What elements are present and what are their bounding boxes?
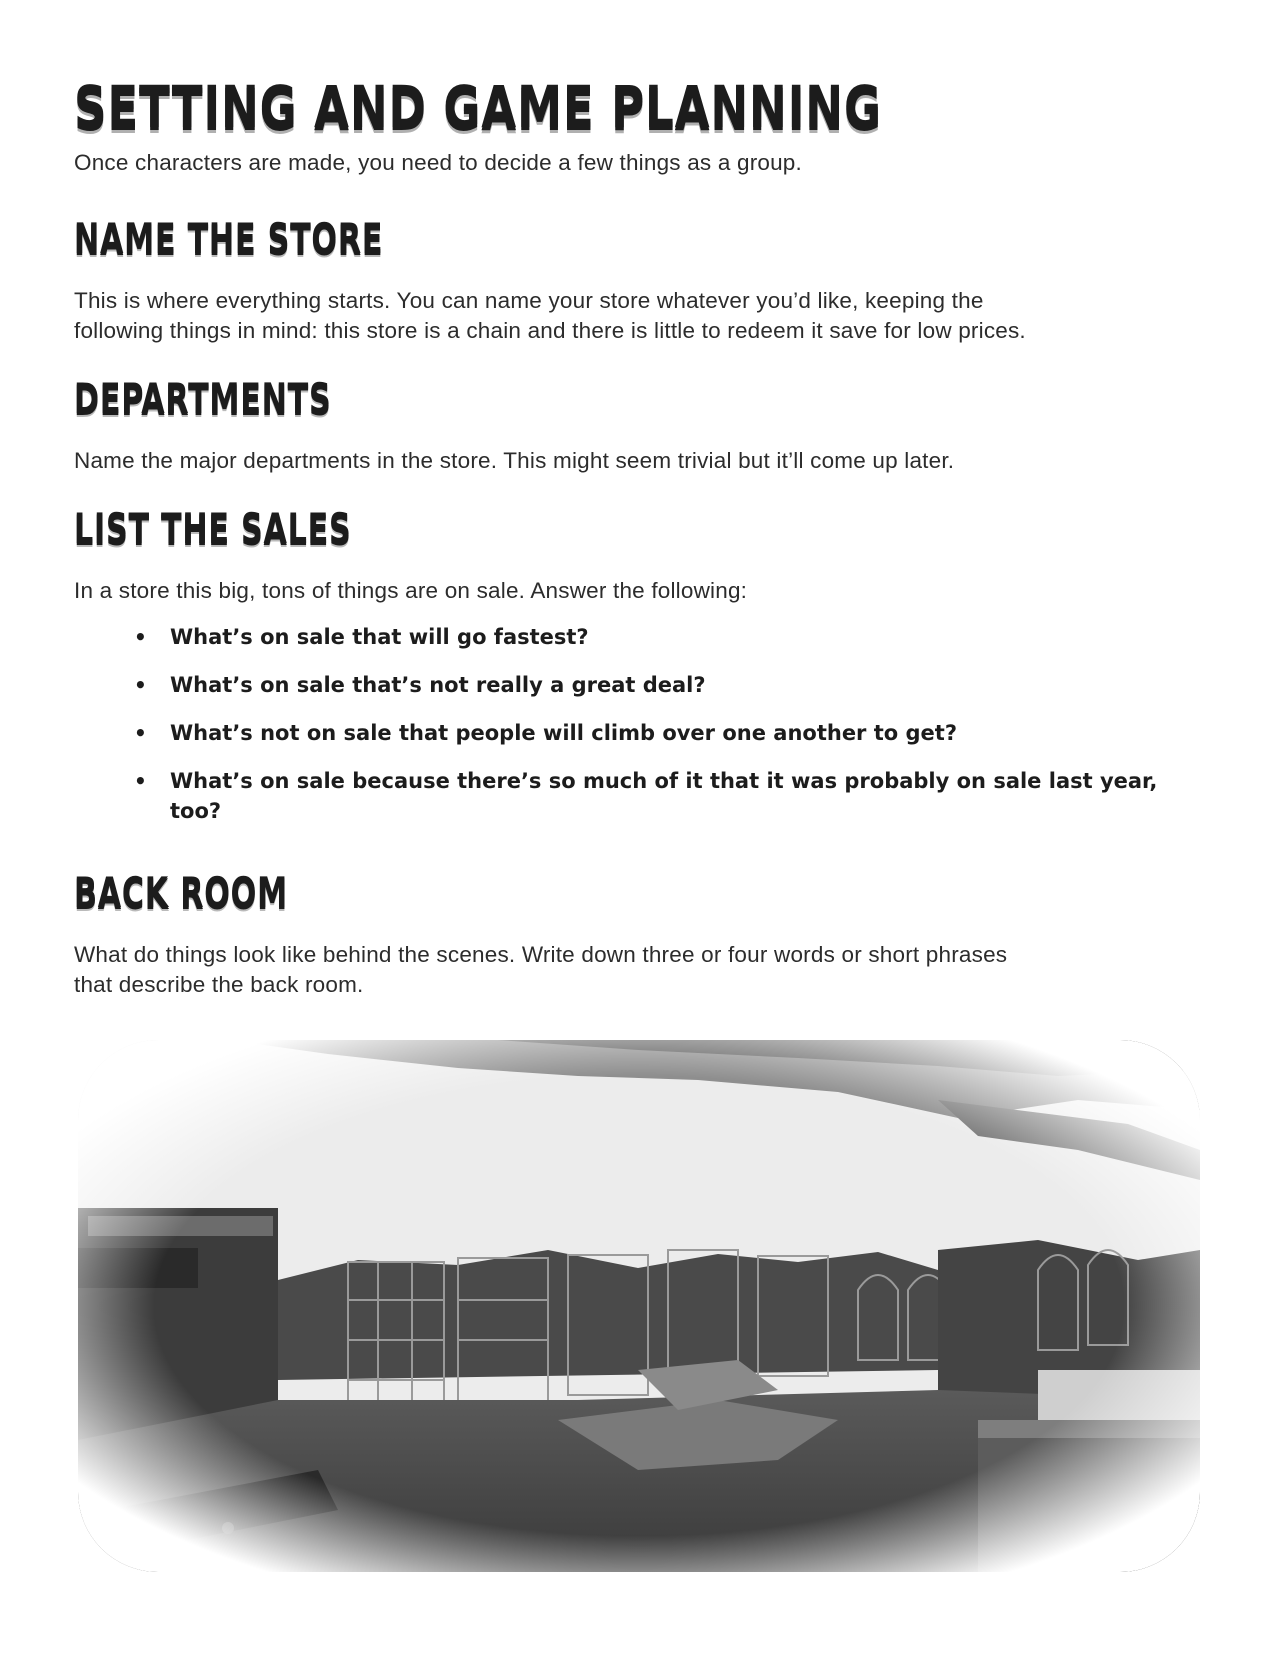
name-the-store-text bbox=[74, 286, 1204, 346]
list-item-text: What’s on sale because there’s so much of it that it was probably on sale last year, too? bbox=[170, 769, 1158, 823]
sales-questions-list bbox=[74, 622, 1204, 844]
list-item bbox=[74, 622, 1204, 652]
intro-text: Once characters are made, you need to decide a few things as a group. bbox=[74, 150, 802, 175]
text-line: In a store this big, tons of things are on sale. Answer the following: bbox=[74, 578, 748, 603]
bullet-icon: • bbox=[134, 721, 147, 745]
list-item bbox=[74, 670, 1204, 700]
page-title: SETTING AND GAME PLANNING bbox=[74, 73, 882, 141]
bullet-icon: • bbox=[134, 625, 147, 649]
text-line: following things in mind: this store is a chain and there is little to redeem it save for low prices. bbox=[74, 318, 1026, 343]
list-item-text: What’s on sale that’s not really a great deal? bbox=[170, 673, 706, 697]
section-heading-back-room: BACK ROOM bbox=[74, 868, 288, 917]
text-line: What do things look like behind the scenes. Write down three or four words or short phrases bbox=[74, 942, 1008, 967]
back-room-text bbox=[74, 940, 1204, 1000]
bullet-icon: • bbox=[134, 673, 147, 697]
text-line: that describe the back room. bbox=[74, 972, 364, 997]
text-line: This is where everything starts. You can name your store whatever you’d like, keeping the bbox=[74, 288, 984, 313]
list-item-text: What’s not on sale that people will climb over one another to get? bbox=[170, 721, 957, 745]
list-item-text: What’s on sale that will go fastest? bbox=[170, 625, 589, 649]
section-heading-name-the-store: NAME THE STORE bbox=[74, 214, 384, 263]
section-heading-list-the-sales: LIST THE SALES bbox=[74, 504, 352, 553]
departments-text bbox=[74, 446, 1204, 476]
stockroom-photo bbox=[78, 1040, 1200, 1572]
list-the-sales-text bbox=[74, 576, 1204, 606]
list-item bbox=[74, 766, 1204, 826]
list-item bbox=[74, 718, 1204, 748]
bullet-icon: • bbox=[134, 769, 147, 793]
section-heading-departments: DEPARTMENTS bbox=[74, 374, 332, 423]
text-line: Name the major departments in the store. This might seem trivial but it’ll come up later. bbox=[74, 448, 955, 473]
